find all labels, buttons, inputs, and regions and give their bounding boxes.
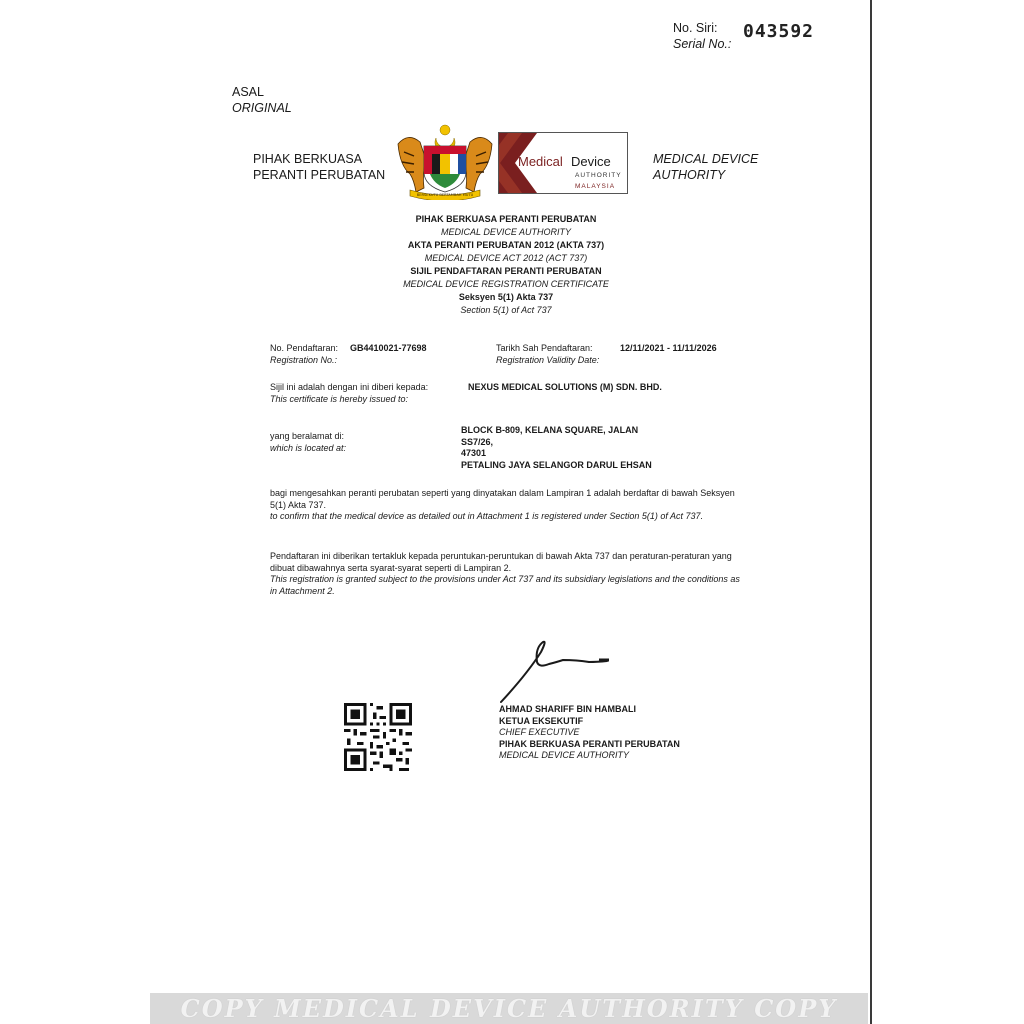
- mda-logo-line3: MALAYSIA: [575, 183, 616, 190]
- validity-date: 12/11/2021 - 11/11/2026: [620, 343, 717, 353]
- validity-label: Tarikh Sah Pendaftaran: Registration Validity Date:: [496, 343, 600, 365]
- copy-status: ASAL ORIGINAL: [232, 85, 292, 115]
- authority-name-english: MEDICAL DEVICE AUTHORITY: [653, 152, 759, 182]
- mda-logo: [498, 132, 628, 194]
- mda-logo-word2: Device: [571, 154, 611, 169]
- serial-label: No. Siri: Serial No.:: [673, 21, 732, 51]
- company-name: NEXUS MEDICAL SOLUTIONS (M) SDN. BHD.: [468, 382, 662, 392]
- signatory-org-malay: PIHAK BERKUASA PERANTI PERUBATAN: [499, 738, 680, 749]
- mda-logo-word1: Medical: [518, 154, 563, 169]
- qr-code-icon: [344, 703, 412, 771]
- signatory-name: AHMAD SHARIFF BIN HAMBALI: [499, 704, 636, 714]
- copy-watermark-band: [150, 993, 868, 1024]
- signatory-block: [499, 704, 680, 762]
- registration-number: GB4410021-77698: [350, 343, 427, 353]
- copy-watermark-text: COPY MEDICAL DEVICE AUTHORITY COPY: [180, 994, 838, 1023]
- issued-to-label: Sijil ini adalah dengan ini diberi kepada: This certificate is hereby issued to:: [270, 382, 429, 404]
- confirmation-paragraph: bagi mengesahkan peranti perubatan seperti yang dinyatakan dalam Lampiran 1 adalah berdaftar di bawah Seksyen 5(1) Akta 737. to confirm that the medical device as detailed out in Attachment 1 is registered under Section 5(1) of Act 737.: [270, 488, 735, 521]
- company-address: BLOCK B-809, KELANA SQUARE, JALAN SS7/26, 47301 PETALING JAYA SELANGOR DARUL EHSAN: [461, 425, 652, 470]
- serial-number: 043592: [743, 21, 815, 42]
- authority-name-malay: PIHAK BERKUASA PERANTI PERUBATAN: [253, 152, 386, 182]
- signature-image: [497, 634, 617, 704]
- signatory-org-english: MEDICAL DEVICE AUTHORITY: [499, 750, 630, 760]
- coat-of-arms-icon: [390, 124, 500, 200]
- signatory-title-malay: KETUA EKSEKUTIF: [499, 715, 584, 726]
- certificate-header: PIHAK BERKUASA PERANTI PERUBATAN MEDICAL DEVICE AUTHORITY AKTA PERANTI PERUBATAN 2012 (AKTA 737) MEDICAL DEVICE ACT 2012 (ACT 737) SIJIL PENDAFTARAN PERANTI PERUBATAN MEDICAL DEVICE REGISTRATION CERTIFICATE Seksyen 5(1) Akta 737 Section 5(1) of Act 737: [403, 214, 609, 315]
- address-label: yang beralamat di: which is located at:: [270, 431, 347, 453]
- mda-logo-line2: AUTHORITY: [575, 172, 622, 179]
- registration-label: No. Pendaftaran: Registration No.:: [270, 343, 339, 365]
- conditions-paragraph: Pendaftaran ini diberikan tertakluk kepada peruntukan-peruntukan di bawah Akta 737 dan peraturan-peraturan yang dibuat dibawahnya serta syarat-syarat seperti di Lampiran 2. This registration is granted subject to the provisions under Act 737 and its subsidiary legislations and the conditions as in Attachment 2.: [270, 551, 740, 596]
- crest-motto: BERSEKUTU BERTAMBAH MUTU: [416, 193, 474, 197]
- signatory-title-english: CHIEF EXECUTIVE: [499, 727, 580, 737]
